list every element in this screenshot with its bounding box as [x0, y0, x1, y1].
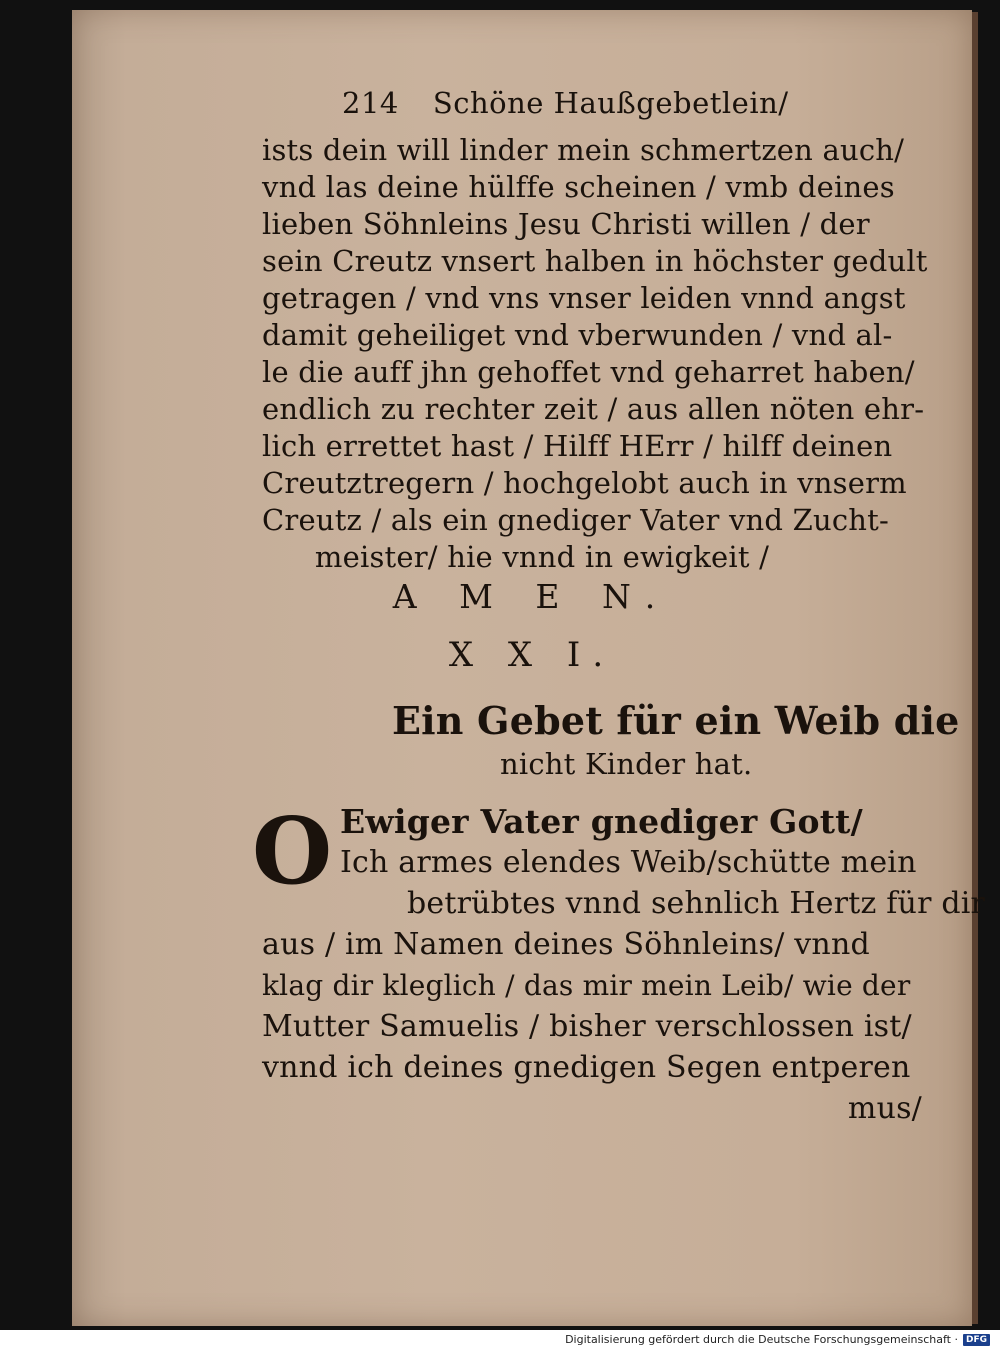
dfg-logo-icon: DFG: [963, 1334, 990, 1346]
text-line: Creutz / als ein gnediger Vater vnd Zucht-: [262, 503, 889, 537]
text-line: endlich zu rechter zeit / aus allen nöten ehr-: [262, 392, 925, 426]
text-line: le die auff jhn gehoffet vnd geharret haben/: [262, 355, 915, 389]
page-text: [252, 86, 986, 1129]
amen-line: A M E N.: [392, 577, 672, 616]
footer-credit: Digitalisierung gefördert durch die Deutsche Forschungsgemeinschaft ·: [565, 1333, 958, 1346]
text-line: lieben Söhnleins Jesu Christi willen / der: [262, 207, 870, 241]
text-line: lich errettet hast / Hilff HErr / hilff deinen: [262, 429, 893, 463]
text-line: Ewiger Vater gnediger Gott/: [340, 802, 863, 841]
text-line: aus / im Namen deines Söhnleins/ vnnd: [262, 927, 870, 962]
text-line: damit geheiliget vnd vberwunden / vnd al-: [262, 318, 893, 352]
page-edge: [972, 12, 978, 1324]
text-line: betrübtes vnnd sehnlich Hertz für dir: [407, 886, 986, 921]
text-line: klag dir kleglich / das mir mein Leib/ wie der: [262, 969, 911, 1002]
text-line: vnnd ich deines gnedigen Segen entperen: [262, 1050, 911, 1085]
text-line: Ich armes elendes Weib/schütte mein: [340, 845, 917, 880]
catchword: mus/: [847, 1091, 922, 1126]
section-heading: Ein Gebet für ein Weib die: [392, 698, 960, 743]
footer-bar: [0, 1330, 1000, 1349]
text-line: Mutter Samuelis / bisher verschlossen ist/: [262, 1009, 912, 1044]
running-head: [342, 86, 942, 132]
prayer-text: [252, 797, 986, 1129]
section-number: X X I.: [448, 635, 616, 675]
text-line: getragen / vnd vns vnser leiden vnnd angst: [262, 281, 906, 315]
text-line: meister/ hie vnnd in ewigkeit /: [314, 540, 770, 574]
text-line: ists dein will linder mein schmertzen auch/: [262, 133, 905, 167]
text-line: Creutztregern / hochgelobt auch in vnserm: [262, 466, 907, 500]
text-line: vnd las deine hülffe scheinen / vmb deines: [262, 170, 895, 204]
drop-cap: O: [252, 797, 333, 905]
section-subheading: nicht Kinder hat.: [500, 747, 753, 781]
running-title: Schöne Haußgebetlein/: [432, 86, 789, 120]
page-number: 214: [342, 86, 399, 120]
text-line: sein Creutz vnsert halben in höchster gedult: [262, 244, 928, 278]
